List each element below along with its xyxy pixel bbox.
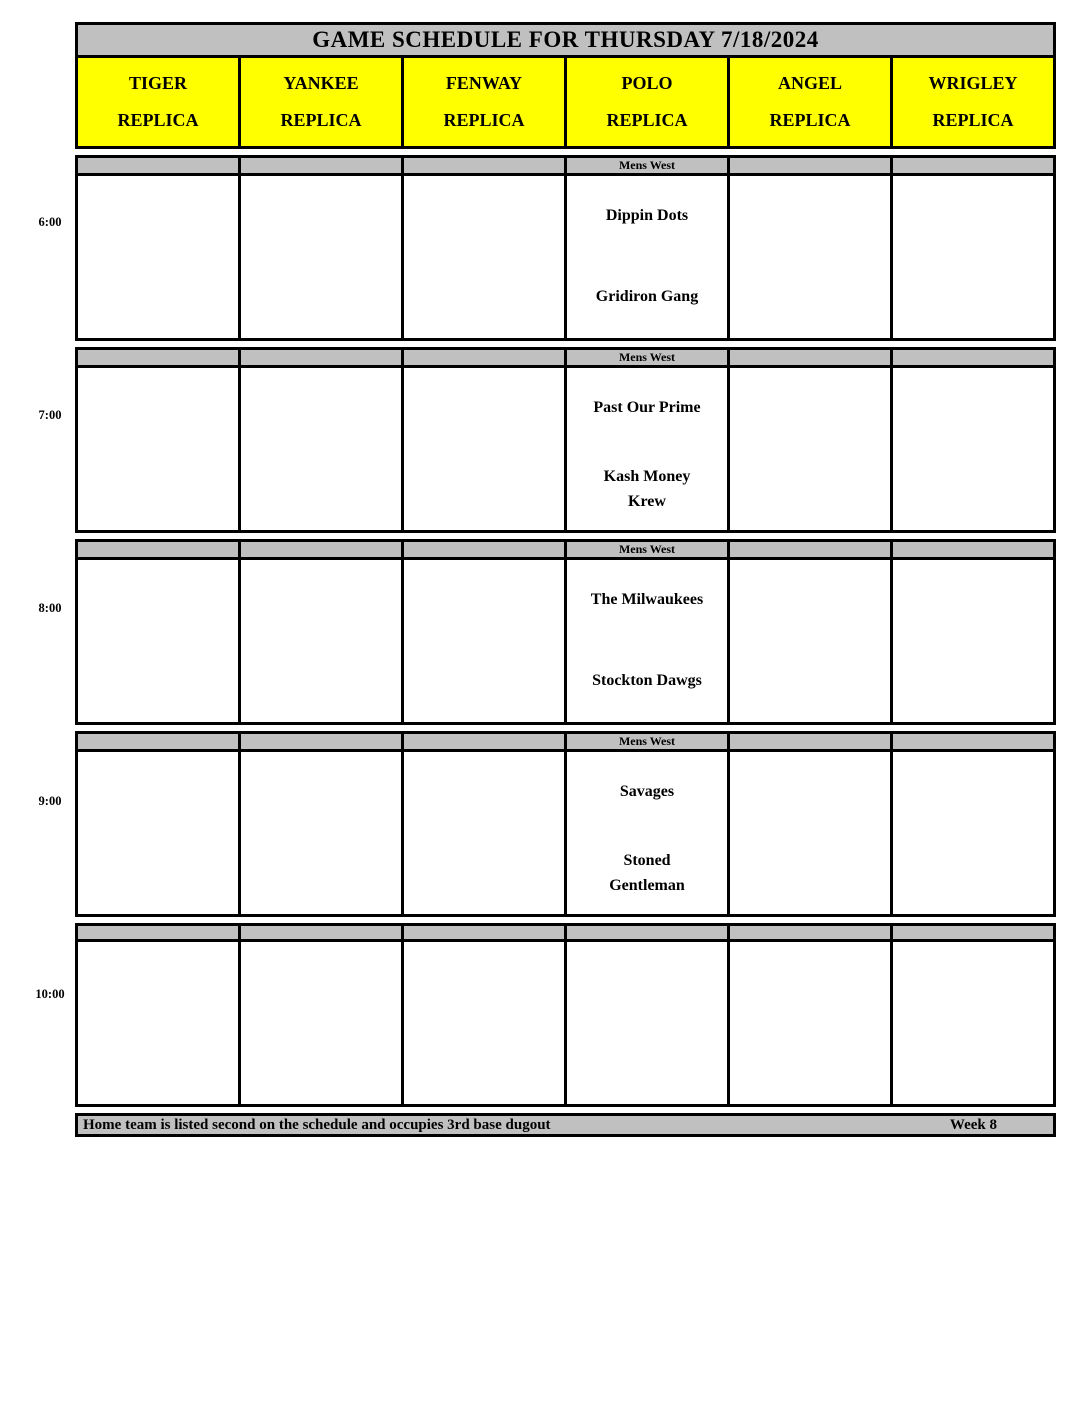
row-gap xyxy=(77,340,1055,349)
empty-game-cell xyxy=(729,751,892,916)
column-header-angel xyxy=(729,57,892,148)
empty-game-cell xyxy=(77,559,240,724)
header-row xyxy=(77,57,1055,148)
row-gap xyxy=(77,148,1055,157)
home-team: Kash Money Krew xyxy=(603,467,691,510)
footer-note: Home team is listed second on the schedule and occupies 3rd base dugout xyxy=(83,1116,551,1133)
away-team: Savages xyxy=(619,783,675,801)
away-team: The Milwaukees xyxy=(590,591,704,609)
time-label: 6:00 xyxy=(38,215,62,229)
away-team: Dippin Dots xyxy=(605,207,689,225)
empty-game-cell xyxy=(77,175,240,340)
time-label: 10:00 xyxy=(35,987,65,1001)
row-gap xyxy=(77,1106,1055,1115)
empty-game-cell xyxy=(77,941,240,1106)
division-label: Mens West xyxy=(566,541,729,559)
division-cell xyxy=(403,541,566,559)
empty-game-cell xyxy=(892,175,1055,340)
column-header-wrigley xyxy=(892,57,1055,148)
time-label: 8:00 xyxy=(38,601,62,615)
home-team: Stockton Dawgs xyxy=(592,672,702,690)
empty-game-cell xyxy=(729,175,892,340)
footer-bar xyxy=(77,1115,1055,1136)
empty-game-cell xyxy=(729,941,892,1106)
venue-type: REPLICA xyxy=(280,110,362,130)
game-cell-polo-700 xyxy=(566,367,729,532)
time-label: 9:00 xyxy=(38,794,62,808)
empty-game-cell xyxy=(892,367,1055,532)
division-cell xyxy=(403,349,566,367)
division-cell xyxy=(892,733,1055,751)
division-cell xyxy=(403,733,566,751)
title-row xyxy=(77,24,1055,57)
division-cell xyxy=(729,733,892,751)
game-cell-polo-600 xyxy=(566,175,729,340)
division-cell xyxy=(729,349,892,367)
empty-game-cell xyxy=(892,559,1055,724)
game-row-600 xyxy=(77,175,1055,340)
empty-game-cell xyxy=(892,751,1055,916)
division-cell xyxy=(892,349,1055,367)
venue-name: YANKEE xyxy=(283,73,359,93)
empty-game-cell xyxy=(403,175,566,340)
division-cell xyxy=(729,925,892,941)
empty-game-cell xyxy=(240,175,403,340)
home-team: Stoned Gentleman xyxy=(609,851,685,894)
empty-game-cell xyxy=(729,367,892,532)
division-cell xyxy=(892,925,1055,941)
division-cell xyxy=(77,541,240,559)
division-cell xyxy=(77,157,240,175)
home-team xyxy=(567,1023,727,1104)
venue-type: REPLICA xyxy=(117,110,199,130)
empty-game-cell xyxy=(77,367,240,532)
empty-game-cell xyxy=(403,559,566,724)
empty-game-cell xyxy=(403,941,566,1106)
division-cell xyxy=(77,349,240,367)
division-row-700 xyxy=(77,349,1055,367)
game-row-900 xyxy=(77,751,1055,916)
division-label: Mens West xyxy=(566,733,729,751)
venue-name: TIGER xyxy=(128,73,188,93)
division-label xyxy=(566,925,729,941)
page-title: GAME SCHEDULE FOR THURSDAY 7/18/2024 xyxy=(77,24,1055,57)
venue-name: POLO xyxy=(621,73,673,93)
time-label: 7:00 xyxy=(38,408,62,422)
column-header-yankee xyxy=(240,57,403,148)
division-cell xyxy=(892,157,1055,175)
row-gap xyxy=(77,724,1055,733)
division-cell xyxy=(403,925,566,941)
division-cell xyxy=(729,541,892,559)
venue-name: ANGEL xyxy=(777,73,842,93)
venue-type: REPLICA xyxy=(443,110,525,130)
division-cell xyxy=(729,157,892,175)
week-label: Week 8 xyxy=(949,1116,997,1133)
venue-type: REPLICA xyxy=(769,110,851,130)
division-cell xyxy=(77,733,240,751)
schedule-table-wrap xyxy=(35,22,1056,1137)
game-cell-polo-1000 xyxy=(566,941,729,1106)
venue-name: WRIGLEY xyxy=(928,73,1018,93)
division-cell xyxy=(892,541,1055,559)
empty-game-cell xyxy=(892,941,1055,1106)
venue-type: REPLICA xyxy=(606,110,688,130)
column-header-fenway xyxy=(403,57,566,148)
empty-game-cell xyxy=(240,751,403,916)
division-row-800 xyxy=(77,541,1055,559)
game-cell-polo-800 xyxy=(566,559,729,724)
column-header-tiger xyxy=(77,57,240,148)
column-header-polo xyxy=(566,57,729,148)
division-label: Mens West xyxy=(566,349,729,367)
venue-name: FENWAY xyxy=(445,73,523,93)
row-gap xyxy=(77,532,1055,541)
footer-row xyxy=(77,1115,1055,1136)
empty-game-cell xyxy=(729,559,892,724)
game-row-1000 xyxy=(77,941,1055,1106)
division-cell xyxy=(240,349,403,367)
division-cell xyxy=(240,733,403,751)
division-row-900 xyxy=(77,733,1055,751)
division-cell xyxy=(403,157,566,175)
empty-game-cell xyxy=(240,367,403,532)
division-row-1000 xyxy=(77,925,1055,941)
empty-game-cell xyxy=(240,941,403,1106)
away-team: Past Our Prime xyxy=(593,399,701,417)
division-cell xyxy=(240,925,403,941)
schedule-table xyxy=(75,22,1056,1137)
division-cell xyxy=(77,925,240,941)
division-row-600 xyxy=(77,157,1055,175)
game-row-800 xyxy=(77,559,1055,724)
venue-type: REPLICA xyxy=(932,110,1014,130)
row-gap xyxy=(77,916,1055,925)
home-team: Gridiron Gang xyxy=(595,288,699,306)
division-cell xyxy=(240,541,403,559)
away-team xyxy=(567,942,727,1023)
division-label: Mens West xyxy=(566,157,729,175)
game-cell-polo-900 xyxy=(566,751,729,916)
game-row-700 xyxy=(77,367,1055,532)
empty-game-cell xyxy=(403,751,566,916)
empty-game-cell xyxy=(403,367,566,532)
empty-game-cell xyxy=(240,559,403,724)
division-cell xyxy=(240,157,403,175)
empty-game-cell xyxy=(77,751,240,916)
